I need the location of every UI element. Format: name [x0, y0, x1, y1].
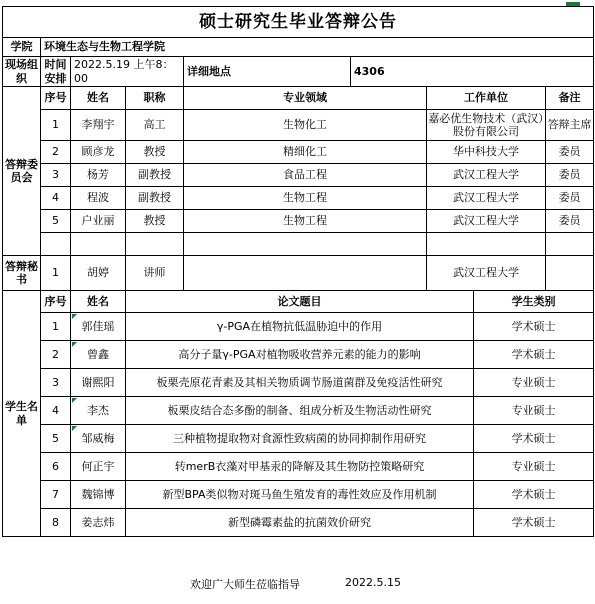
committee-name: 杨芳 [71, 164, 126, 187]
student-name: 何正宇 [71, 453, 126, 481]
cell-comment-mark [72, 426, 77, 431]
table-row [3, 425, 594, 453]
defense-announcement-table [2, 6, 594, 537]
secretary-field [184, 256, 427, 291]
student-thesis: 板栗壳原花青素及其相关物质调节肠道菌群及免疫活性研究 [126, 369, 474, 397]
students-header-thesis: 论文题目 [126, 291, 474, 313]
table-row [3, 187, 594, 210]
table-row [3, 141, 594, 164]
table-row [3, 453, 594, 481]
student-name: 郭佳瑶 [71, 313, 126, 341]
cell-comment-mark [72, 314, 77, 319]
committee-unit: 华中科技大学 [427, 141, 546, 164]
table-row [3, 397, 594, 425]
committee-title: 教授 [126, 141, 184, 164]
student-thesis: γ-PGA在植物抗低温胁迫中的作用 [126, 313, 474, 341]
committee-header-field: 专业领域 [184, 87, 427, 110]
committee-title: 副教授 [126, 187, 184, 210]
footer-date: 2022.5.15 [345, 576, 401, 589]
student-type: 专业硕士 [474, 369, 594, 397]
college-label: 学院 [3, 38, 41, 57]
committee-header-name: 姓名 [71, 87, 126, 110]
student-name: 姜志炜 [71, 509, 126, 537]
student-name: 李杰 [71, 397, 126, 425]
student-no: 8 [41, 509, 71, 537]
committee-note: 委员 [546, 210, 594, 233]
committee-note: 委员 [546, 141, 594, 164]
committee-title: 副教授 [126, 164, 184, 187]
table-row [3, 210, 594, 233]
student-thesis: 转merB衣藻对甲基汞的降解及其生物防控策略研究 [126, 453, 474, 481]
student-type: 学术硕士 [474, 509, 594, 537]
student-no: 1 [41, 313, 71, 341]
arrangement-label: 现场组织 [3, 57, 41, 87]
committee-no: 4 [41, 187, 71, 210]
committee-no: 3 [41, 164, 71, 187]
secretary-label: 答辩秘书 [3, 256, 41, 291]
committee-note: 委员 [546, 164, 594, 187]
committee-unit: 嘉必优生物技术（武汉）股份有限公司 [427, 110, 546, 141]
committee-title: 教授 [126, 210, 184, 233]
committee-title: 高工 [126, 110, 184, 141]
student-no: 5 [41, 425, 71, 453]
table-row [3, 341, 594, 369]
committee-header-note: 备注 [546, 87, 594, 110]
committee-field: 食品工程 [184, 164, 427, 187]
committee-header-title: 职称 [126, 87, 184, 110]
committee-empty-row [3, 233, 594, 256]
student-type: 学术硕士 [474, 481, 594, 509]
committee-note: 答辩主席 [546, 110, 594, 141]
committee-name: 李翔宇 [71, 110, 126, 141]
cell-comment-mark [72, 398, 77, 403]
committee-field: 生物工程 [184, 187, 427, 210]
committee-field: 精细化工 [184, 141, 427, 164]
students-header-type: 学生类别 [474, 291, 594, 313]
table-row [3, 313, 594, 341]
committee-note: 委员 [546, 187, 594, 210]
student-type: 专业硕士 [474, 453, 594, 481]
student-type: 学术硕士 [474, 313, 594, 341]
cell-comment-mark [72, 342, 77, 347]
committee-no: 5 [41, 210, 71, 233]
student-thesis: 板栗皮结合态多酚的制备、组成分析及生物活动性研究 [126, 397, 474, 425]
students-header-no: 序号 [41, 291, 71, 313]
committee-name: 户业丽 [71, 210, 126, 233]
committee-name: 程波 [71, 187, 126, 210]
student-name: 邹威梅 [71, 425, 126, 453]
student-thesis: 高分子量γ-PGA对植物吸收营养元素的能力的影响 [126, 341, 474, 369]
students-header-name: 姓名 [71, 291, 126, 313]
committee-header-no: 序号 [41, 87, 71, 110]
secretary-no: 1 [41, 256, 71, 291]
secretary-title: 讲师 [126, 256, 184, 291]
student-thesis: 新型磷霉素盐的抗菌效价研究 [126, 509, 474, 537]
committee-no: 1 [41, 110, 71, 141]
time-label: 时间安排 [41, 57, 71, 87]
student-type: 学术硕士 [474, 341, 594, 369]
student-no: 4 [41, 397, 71, 425]
footer-text: 欢迎广大师生莅临指导 [190, 578, 300, 591]
page-title: 硕士研究生毕业答辩公告 [3, 7, 594, 38]
committee-unit: 武汉工程大学 [427, 164, 546, 187]
student-no: 6 [41, 453, 71, 481]
students-label: 学生名单 [3, 291, 41, 537]
secretary-unit: 武汉工程大学 [427, 256, 546, 291]
table-row [3, 509, 594, 537]
student-type: 学术硕士 [474, 425, 594, 453]
student-type: 专业硕士 [474, 397, 594, 425]
student-no: 3 [41, 369, 71, 397]
table-row [3, 481, 594, 509]
committee-header-unit: 工作单位 [427, 87, 546, 110]
student-no: 2 [41, 341, 71, 369]
place-label: 详细地点 [184, 57, 351, 87]
table-row [3, 369, 594, 397]
student-thesis: 三种植物提取物对食源性致病菌的协同抑制作用研究 [126, 425, 474, 453]
secretary-name: 胡婷 [71, 256, 126, 291]
committee-label: 答辩委员会 [3, 87, 41, 256]
committee-name: 顾彦龙 [71, 141, 126, 164]
committee-unit: 武汉工程大学 [427, 210, 546, 233]
committee-field: 生物工程 [184, 210, 427, 233]
committee-unit: 武汉工程大学 [427, 187, 546, 210]
place-value: 4306 [351, 57, 594, 87]
college-value: 环境生态与生物工程学院 [41, 38, 594, 57]
committee-field: 生物化工 [184, 110, 427, 141]
table-row [3, 164, 594, 187]
committee-no: 2 [41, 141, 71, 164]
student-name: 谢熙阳 [71, 369, 126, 397]
table-row [3, 110, 594, 141]
student-name: 魏锦博 [71, 481, 126, 509]
student-thesis: 新型BPA类似物对斑马鱼生殖发育的毒性效应及作用机制 [126, 481, 474, 509]
student-name: 曾鑫 [71, 341, 126, 369]
secretary-note [546, 256, 594, 291]
student-no: 7 [41, 481, 71, 509]
time-value: 2022.5.19 上午8：00 [71, 57, 184, 87]
